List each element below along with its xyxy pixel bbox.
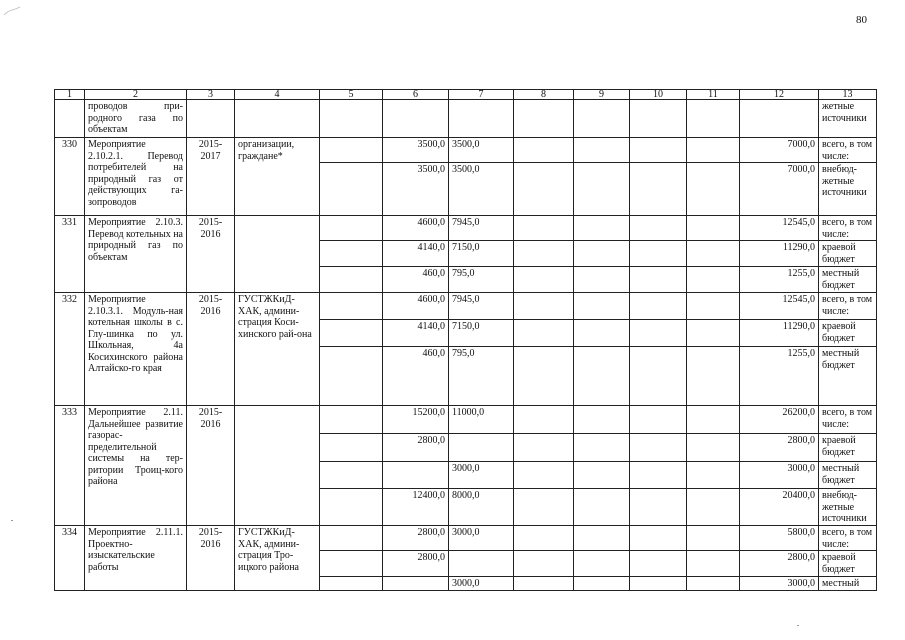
cell-col8: [514, 216, 574, 241]
amount-2016: 7150,0: [449, 241, 514, 267]
page-number: 80: [856, 14, 867, 26]
funding-source: краевой бюджет: [819, 434, 877, 462]
cell-col11: [687, 241, 740, 267]
funding-source: жетные источники: [819, 100, 877, 138]
amount-2016: [449, 434, 514, 462]
executor: [235, 216, 320, 293]
cell-col10: [630, 320, 687, 347]
cell-col9: [574, 320, 630, 347]
cell-col9: [574, 406, 630, 434]
cell-col8: [514, 163, 574, 216]
amount-total: 3000,0: [740, 462, 819, 489]
cell-col9: [574, 434, 630, 462]
funding-source: всего, в том числе:: [819, 406, 877, 434]
amount-2015: 4140,0: [383, 241, 449, 267]
activity-name: Мероприятие 2.11. Дальнейшее развитие газорас-пределительной системы на тер-ритории Троиц-кого района: [85, 406, 187, 526]
cell-col10: [630, 434, 687, 462]
cell-col10: [630, 526, 687, 551]
cell-col8: [514, 489, 574, 526]
amount-2015: 460,0: [383, 347, 449, 406]
column-header: 2: [85, 90, 187, 100]
period-years: 2015-2016: [187, 216, 235, 293]
activity-name: проводов при-родного газа по объектам: [85, 100, 187, 138]
funding-source: всего, в том числе:: [819, 216, 877, 241]
column-header: 6: [383, 90, 449, 100]
amount-total: 11290,0: [740, 320, 819, 347]
table-row: [55, 293, 877, 320]
amount-total: 2800,0: [740, 434, 819, 462]
amount-2015: 2800,0: [383, 551, 449, 577]
cell-col9: [574, 347, 630, 406]
cell-col11: [687, 347, 740, 406]
amount-total: 12545,0: [740, 216, 819, 241]
cell-col8: [514, 462, 574, 489]
column-header: 7: [449, 90, 514, 100]
cell-empty: [574, 100, 630, 138]
table-row: [55, 406, 877, 434]
cell-col5: [320, 462, 383, 489]
cell-empty: [514, 100, 574, 138]
amount-2015: 2800,0: [383, 434, 449, 462]
cell-col9: [574, 163, 630, 216]
cell-col8: [514, 526, 574, 551]
cell-col10: [630, 347, 687, 406]
row-number: 334: [55, 526, 85, 591]
cell-col10: [630, 138, 687, 163]
cell-col5: [320, 489, 383, 526]
amount-2015: 4140,0: [383, 320, 449, 347]
column-header: 13: [819, 90, 877, 100]
cell-col10: [630, 406, 687, 434]
cell-col9: [574, 138, 630, 163]
amount-total: 3000,0: [740, 577, 819, 591]
cell-col5: [320, 241, 383, 267]
cell-col5: [320, 551, 383, 577]
cell-col5: [320, 163, 383, 216]
amount-2016: 8000,0: [449, 489, 514, 526]
amount-2015: 3500,0: [383, 138, 449, 163]
funding-source: внебюд-жетные источники: [819, 163, 877, 216]
cell-col11: [687, 434, 740, 462]
period-years: 2015-2016: [187, 526, 235, 591]
funding-source: всего, в том числе:: [819, 526, 877, 551]
amount-2016: 7945,0: [449, 293, 514, 320]
cell-col11: [687, 216, 740, 241]
cell-col5: [320, 347, 383, 406]
scan-mark: [3, 6, 21, 16]
cell-col11: [687, 293, 740, 320]
cell-col8: [514, 293, 574, 320]
cell-col11: [687, 489, 740, 526]
column-header: 8: [514, 90, 574, 100]
executor: [235, 406, 320, 526]
cell-col5: [320, 434, 383, 462]
cell-col9: [574, 293, 630, 320]
amount-2015: [383, 462, 449, 489]
amount-2015: [383, 577, 449, 591]
table-row: [55, 216, 877, 241]
cell-empty: [187, 100, 235, 138]
cell-empty: [383, 100, 449, 138]
amount-2015: 460,0: [383, 267, 449, 293]
amount-2016: 3000,0: [449, 462, 514, 489]
funding-source: краевой бюджет: [819, 320, 877, 347]
cell-col9: [574, 241, 630, 267]
cell-col10: [630, 267, 687, 293]
cell-col9: [574, 216, 630, 241]
table-row: [55, 138, 877, 163]
cell-col8: [514, 267, 574, 293]
amount-total: 7000,0: [740, 138, 819, 163]
column-header: 4: [235, 90, 320, 100]
scan-dot: [11, 520, 13, 521]
funding-source: краевой бюджет: [819, 551, 877, 577]
funding-source: местный бюджет: [819, 347, 877, 406]
cell-col5: [320, 577, 383, 591]
amount-total: 11290,0: [740, 241, 819, 267]
cell-empty: [740, 100, 819, 138]
cell-empty: [320, 100, 383, 138]
scan-dot: [797, 625, 799, 626]
funding-source: краевой бюджет: [819, 241, 877, 267]
cell-col11: [687, 462, 740, 489]
amount-2016: 795,0: [449, 267, 514, 293]
amount-total: 1255,0: [740, 347, 819, 406]
funding-source: всего, в том числе:: [819, 138, 877, 163]
cell-col5: [320, 216, 383, 241]
amount-2016: 795,0: [449, 347, 514, 406]
cell-col10: [630, 241, 687, 267]
amount-2016: [449, 551, 514, 577]
cell-col10: [630, 216, 687, 241]
column-header: 5: [320, 90, 383, 100]
amount-2015: 2800,0: [383, 526, 449, 551]
funding-source: всего, в том числе:: [819, 293, 877, 320]
cell-col10: [630, 293, 687, 320]
cell-col9: [574, 267, 630, 293]
cell-col11: [687, 267, 740, 293]
funding-source: внебюд-жетные источники: [819, 489, 877, 526]
cell-col8: [514, 320, 574, 347]
cell-empty: [55, 100, 85, 138]
table-header-row: [55, 90, 877, 100]
cell-col8: [514, 241, 574, 267]
executor: организации, граждане*: [235, 138, 320, 216]
cell-col8: [514, 406, 574, 434]
cell-col9: [574, 551, 630, 577]
cell-col5: [320, 267, 383, 293]
row-number: 331: [55, 216, 85, 293]
amount-2016: 3000,0: [449, 526, 514, 551]
amount-2015: 3500,0: [383, 163, 449, 216]
cell-col5: [320, 293, 383, 320]
cell-col10: [630, 577, 687, 591]
amount-total: 2800,0: [740, 551, 819, 577]
funding-source: местный бюджет: [819, 462, 877, 489]
activity-name: Мероприятие 2.11.1. Проектно-изыскательские работы: [85, 526, 187, 591]
cell-empty: [235, 100, 320, 138]
amount-2016: 3500,0: [449, 138, 514, 163]
amount-2015: 4600,0: [383, 293, 449, 320]
amount-total: 1255,0: [740, 267, 819, 293]
cell-col9: [574, 577, 630, 591]
row-number: 332: [55, 293, 85, 406]
cell-col8: [514, 577, 574, 591]
executor: ГУСТЖКиД-ХАК, админи-страция Тро-ицкого района: [235, 526, 320, 591]
activity-name: Мероприятие 2.10.3.1. Модуль-ная котельная школы в с. Глу-шинка по ул. Школьная, 4а Косихинского района Алтайско-го края: [85, 293, 187, 406]
cell-col5: [320, 526, 383, 551]
column-header: 10: [630, 90, 687, 100]
cell-col9: [574, 462, 630, 489]
cell-col11: [687, 526, 740, 551]
cell-col5: [320, 406, 383, 434]
cell-col11: [687, 551, 740, 577]
period-years: 2015-2016: [187, 293, 235, 406]
cell-col9: [574, 489, 630, 526]
column-header: 3: [187, 90, 235, 100]
budget-table: [54, 89, 877, 591]
amount-total: 7000,0: [740, 163, 819, 216]
amount-2015: 4600,0: [383, 216, 449, 241]
cell-col10: [630, 551, 687, 577]
table-row: [55, 526, 877, 551]
cell-col11: [687, 406, 740, 434]
cell-col10: [630, 489, 687, 526]
cell-col8: [514, 347, 574, 406]
period-years: 2015-2017: [187, 138, 235, 216]
cell-empty: [449, 100, 514, 138]
amount-total: 5800,0: [740, 526, 819, 551]
amount-total: 12545,0: [740, 293, 819, 320]
cell-col11: [687, 163, 740, 216]
column-header: 11: [687, 90, 740, 100]
row-number: 330: [55, 138, 85, 216]
column-header: 1: [55, 90, 85, 100]
amount-2016: 7150,0: [449, 320, 514, 347]
table-row: [55, 100, 877, 138]
amount-2016: 7945,0: [449, 216, 514, 241]
period-years: 2015-2016: [187, 406, 235, 526]
row-number: 333: [55, 406, 85, 526]
cell-col10: [630, 163, 687, 216]
activity-name: Мероприятие 2.10.2.1. Перевод потребителей на природный газ от действующих га-зопроводов: [85, 138, 187, 216]
cell-col5: [320, 320, 383, 347]
cell-col10: [630, 462, 687, 489]
cell-col8: [514, 551, 574, 577]
cell-empty: [687, 100, 740, 138]
cell-col11: [687, 577, 740, 591]
amount-2015: 15200,0: [383, 406, 449, 434]
cell-empty: [630, 100, 687, 138]
cell-col11: [687, 320, 740, 347]
activity-name: Мероприятие 2.10.3. Перевод котельных на природный газ по объектам: [85, 216, 187, 293]
cell-col8: [514, 434, 574, 462]
funding-source: местный бюджет: [819, 267, 877, 293]
funding-source: местный: [819, 577, 877, 591]
column-header: 12: [740, 90, 819, 100]
amount-2016: 3000,0: [449, 577, 514, 591]
amount-total: 20400,0: [740, 489, 819, 526]
amount-2016: 11000,0: [449, 406, 514, 434]
executor: ГУСТЖКиД-ХАК, админи-страция Коси-хинского рай-она: [235, 293, 320, 406]
cell-col8: [514, 138, 574, 163]
amount-total: 26200,0: [740, 406, 819, 434]
cell-col11: [687, 138, 740, 163]
amount-2015: 12400,0: [383, 489, 449, 526]
cell-col9: [574, 526, 630, 551]
cell-col5: [320, 138, 383, 163]
amount-2016: 3500,0: [449, 163, 514, 216]
column-header: 9: [574, 90, 630, 100]
